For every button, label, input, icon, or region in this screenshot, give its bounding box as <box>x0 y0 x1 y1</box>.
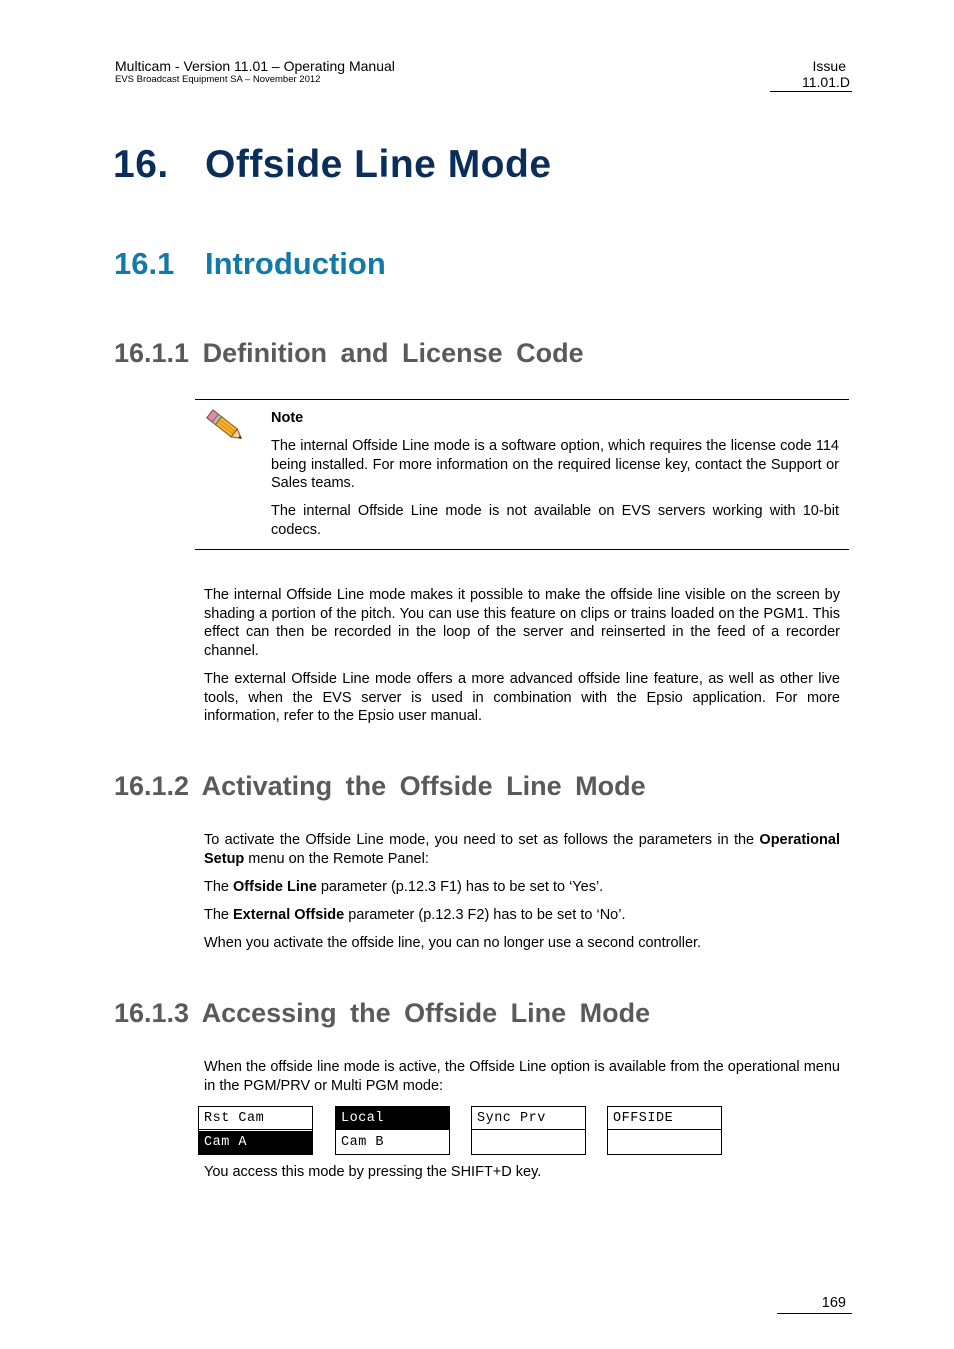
section-number: 16.1 <box>114 246 175 281</box>
menu-cell: Rst Cam <box>199 1107 312 1130</box>
chapter-title: Offside Line Mode <box>205 143 552 186</box>
note-paragraph: The internal Offside Line mode is a software option, which requires the license code 114 being installed. For more information on the required license key, contact the Support or Sales teams. <box>271 438 839 491</box>
chapter-heading <box>113 143 552 187</box>
menu-box-rst-cam <box>198 1106 313 1155</box>
body-paragraph: The External Offside parameter (p.12.3 F2) has to be set to ‘No’. <box>204 907 626 923</box>
body-paragraph: The external Offside Line mode offers a more advanced offside line feature, as well as other live tools, when the EVS server is used in combination with the Epsio application. For more information, refer to the Epsio user manual. <box>204 671 840 724</box>
menu-cell: Sync Prv <box>472 1107 585 1130</box>
menu-cell-selected: Cam A <box>199 1131 312 1154</box>
pencil-icon <box>203 406 247 448</box>
body-paragraph: To activate the Offside Line mode, you need to set as follows the parameters in the Operational Setup menu on the Remote Panel: <box>204 832 840 867</box>
section-title: Introduction <box>205 246 386 281</box>
subsection-heading-activating: 16.1.2 Activating the Offside Line Mode <box>114 771 646 801</box>
chapter-number: 16. <box>113 143 169 186</box>
note-paragraph: The internal Offside Line mode is not available on EVS servers working with 10-bit codecs. <box>271 503 839 538</box>
menu-box-local <box>335 1106 450 1155</box>
note-bottom-rule <box>195 549 849 550</box>
menu-cell <box>472 1131 585 1154</box>
body-paragraph: The internal Offside Line mode makes it possible to make the offside line visible on the screen by shading a portion of the pitch. You can use this feature on clips or trains loaded on the PGM1. This effect can then be recorded in the loop of the server and reinserted in the feed of a recorder channel. <box>204 587 840 659</box>
body-paragraph: When you activate the offside line, you can no longer use a second controller. <box>204 935 702 951</box>
footer-rule <box>777 1313 852 1314</box>
body-paragraph: The Offside Line parameter (p.12.3 F1) has to be set to ‘Yes’. <box>204 879 604 895</box>
menu-cell <box>608 1131 721 1154</box>
menu-box-offside <box>607 1106 722 1155</box>
document-title: Multicam - Version 11.01 – Operating Manual <box>115 58 395 74</box>
document-subtitle: EVS Broadcast Equipment SA – November 2012 <box>115 74 321 85</box>
page-number: 169 <box>821 1295 846 1311</box>
subsection-heading-definition: 16.1.1 Definition and License Code <box>114 338 584 368</box>
issue-label: Issue <box>812 58 846 74</box>
bold-term: External Offside <box>233 907 345 923</box>
menu-cell: Cam B <box>341 1135 385 1150</box>
note-top-rule <box>195 399 849 400</box>
note-title: Note <box>271 410 304 426</box>
bold-term: Operational Setup <box>204 832 840 867</box>
section-heading <box>114 246 386 282</box>
bold-term: Offside Line <box>233 879 317 895</box>
issue-number: 11.01.D <box>802 74 850 90</box>
header-rule <box>770 91 852 92</box>
body-paragraph: You access this mode by pressing the SHIFT+D key. <box>204 1164 542 1180</box>
menu-box-sync-prv <box>471 1106 586 1155</box>
menu-cell-selected: Local <box>336 1107 449 1130</box>
menu-cell: OFFSIDE <box>608 1107 721 1130</box>
body-paragraph: When the offside line mode is active, the Offside Line option is available from the operational menu in the PGM/PRV or Multi PGM mode: <box>204 1059 840 1094</box>
subsection-heading-accessing: 16.1.3 Accessing the Offside Line Mode <box>114 998 651 1028</box>
